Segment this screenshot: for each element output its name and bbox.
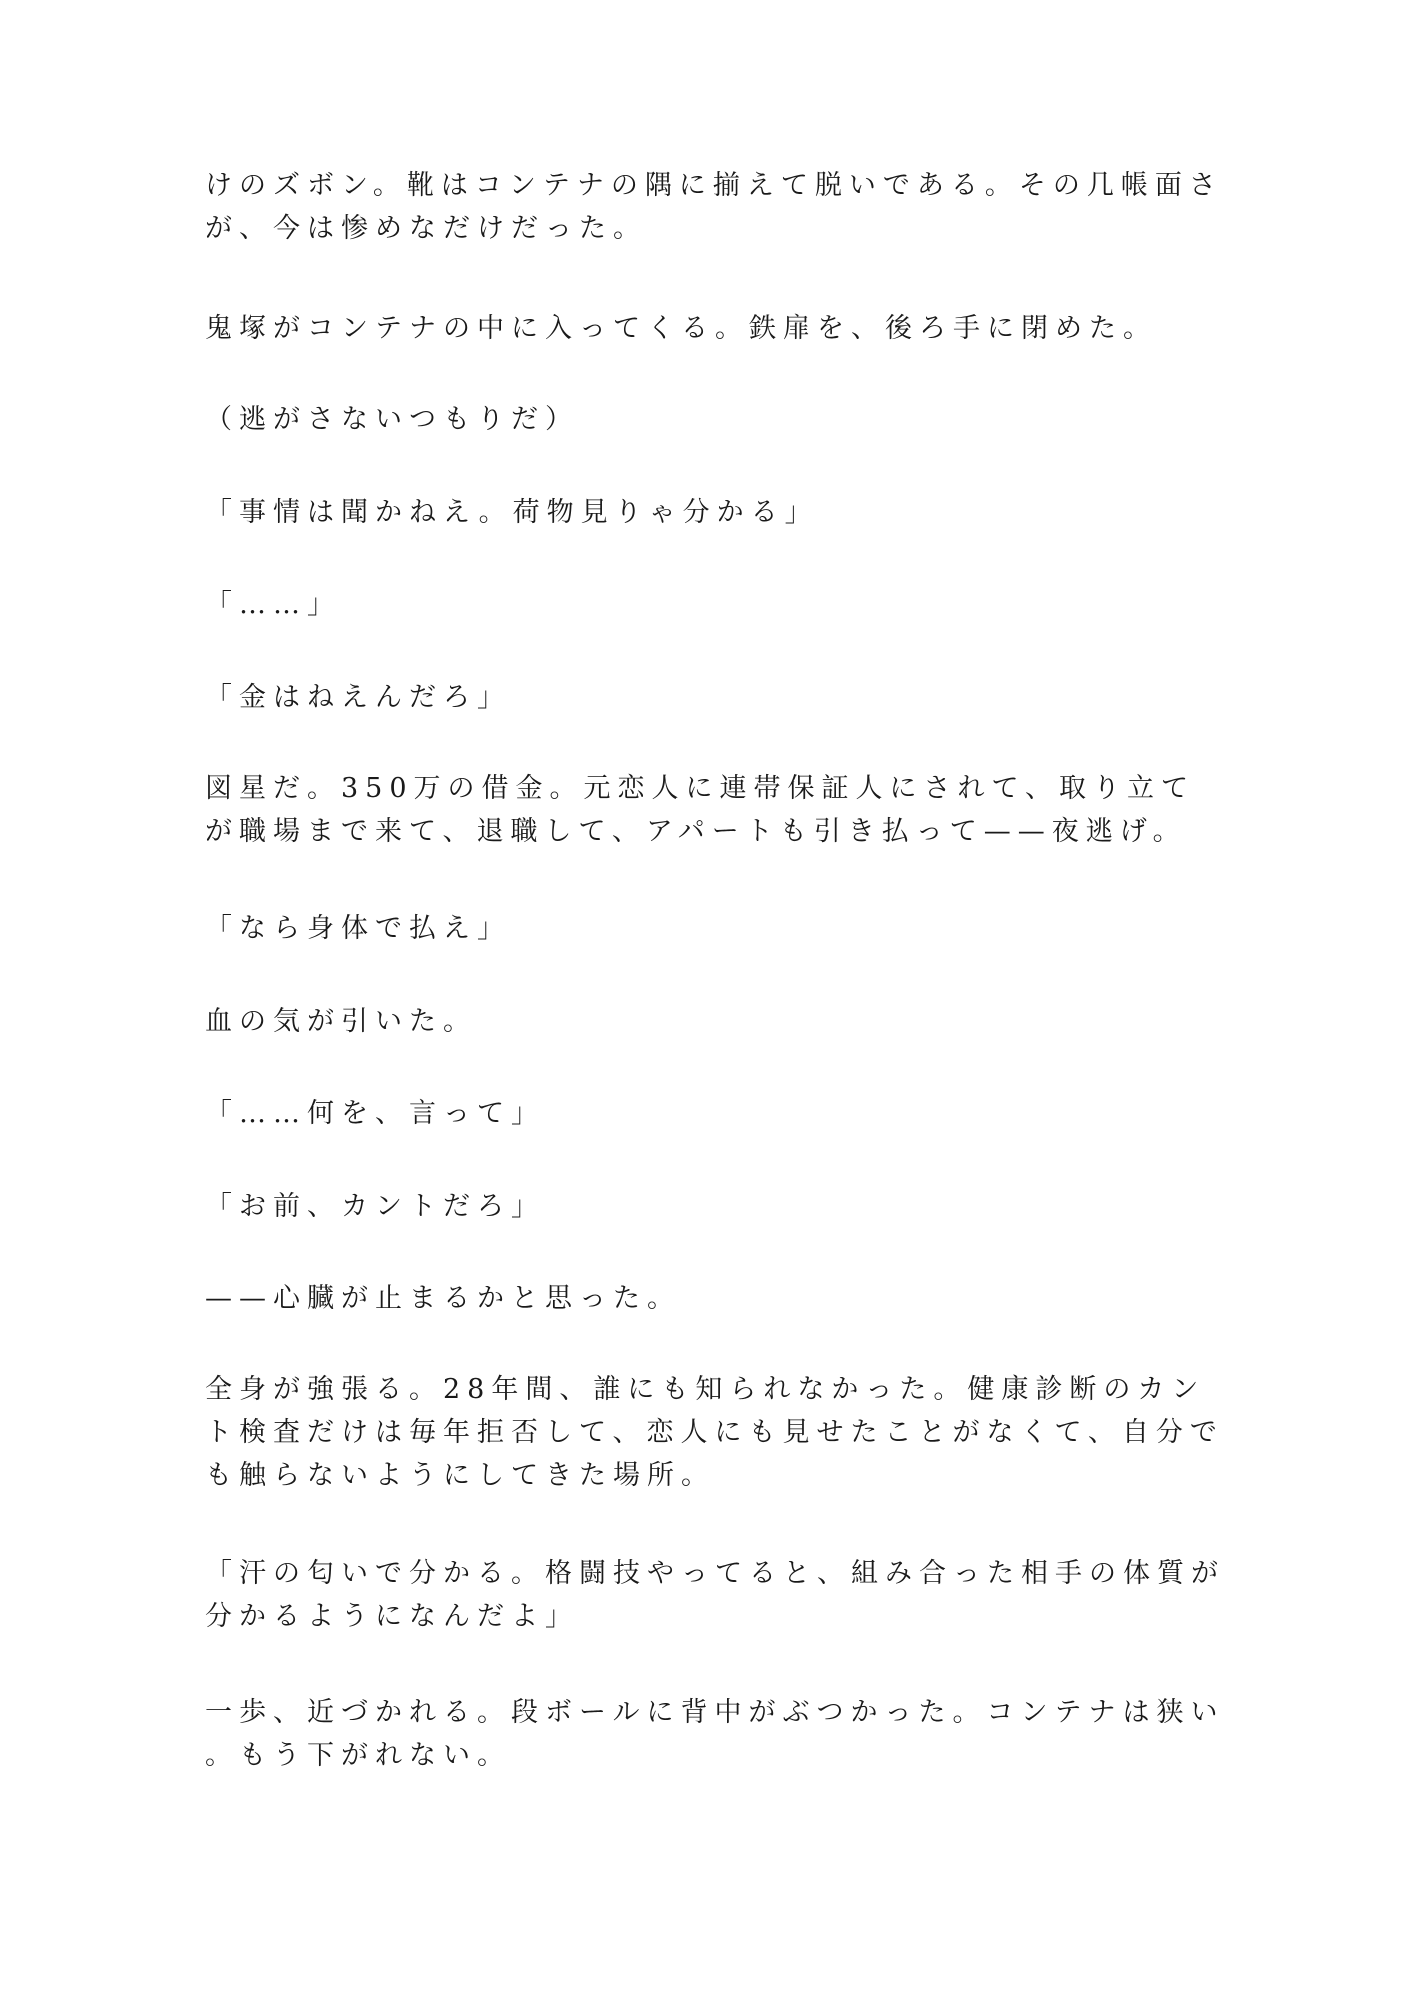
paragraph-15 xyxy=(205,1691,1225,1777)
paragraph-10 xyxy=(205,1092,1195,1135)
paragraph-line: が職場まで来て、退職して、アパートも引き払って——夜逃げ。 xyxy=(205,816,1187,847)
paragraph-1 xyxy=(205,164,1223,250)
paragraph-4 xyxy=(205,491,1195,534)
paragraph-line: 「お前、カントだろ」 xyxy=(205,1191,545,1222)
paragraph-line: けのズボン。靴はコンテナの隅に揃えて脱いである。その几帳面さ xyxy=(205,170,1223,201)
paragraph-9 xyxy=(205,1000,1195,1043)
paragraph-6 xyxy=(205,676,1195,719)
paragraph-line: が、今は惨めなだけだった。 xyxy=(205,213,647,244)
paragraph-line: 「……何を、言って」 xyxy=(205,1098,545,1129)
paragraph-7 xyxy=(205,767,1195,853)
paragraph-line: 一歩、近づかれる。段ボールに背中がぶつかった。コンテナは狭い xyxy=(205,1697,1225,1728)
paragraph-line: 「汗の匂いで分かる。格闘技やってると、組み合った相手の体質が xyxy=(205,1558,1225,1589)
paragraph-5 xyxy=(205,583,1195,626)
paragraph-3 xyxy=(205,398,1195,441)
paragraph-11 xyxy=(205,1185,1195,1228)
paragraph-line: 「なら身体で払え」 xyxy=(205,913,511,944)
paragraph-line: も触らないようにしてきた場所。 xyxy=(205,1460,715,1491)
paragraph-line: 分かるようになんだよ」 xyxy=(205,1601,579,1632)
paragraph-14 xyxy=(205,1552,1225,1638)
paragraph-2 xyxy=(205,307,1195,350)
paragraph-line: 「事情は聞かねえ。荷物見りゃ分かる」 xyxy=(205,497,819,528)
paragraph-line: 「……」 xyxy=(205,589,341,620)
paragraph-12 xyxy=(205,1277,1195,1320)
paragraph-line: ——心臓が止まるかと思った。 xyxy=(205,1283,681,1314)
paragraph-line: 鬼塚がコンテナの中に入ってくる。鉄扉を、後ろ手に閉めた。 xyxy=(205,313,1157,344)
paragraph-line: 血の気が引いた。 xyxy=(205,1006,477,1037)
paragraph-line: 全身が強張る。28年間、誰にも知られなかった。健康診断のカン xyxy=(205,1374,1206,1405)
paragraph-line: ト検査だけは毎年拒否して、恋人にも見せたことがなくて、自分で xyxy=(205,1417,1224,1448)
paragraph-line: 「金はねえんだろ」 xyxy=(205,682,511,713)
paragraph-line: 図星だ。350万の借金。元恋人に連帯保証人にされて、取り立て xyxy=(205,773,1195,804)
paragraph-line: 。もう下がれない。 xyxy=(205,1740,511,1771)
paragraph-13 xyxy=(205,1368,1224,1497)
paragraph-line: （逃がさないつもりだ） xyxy=(205,404,579,435)
paragraph-8 xyxy=(205,907,1195,950)
